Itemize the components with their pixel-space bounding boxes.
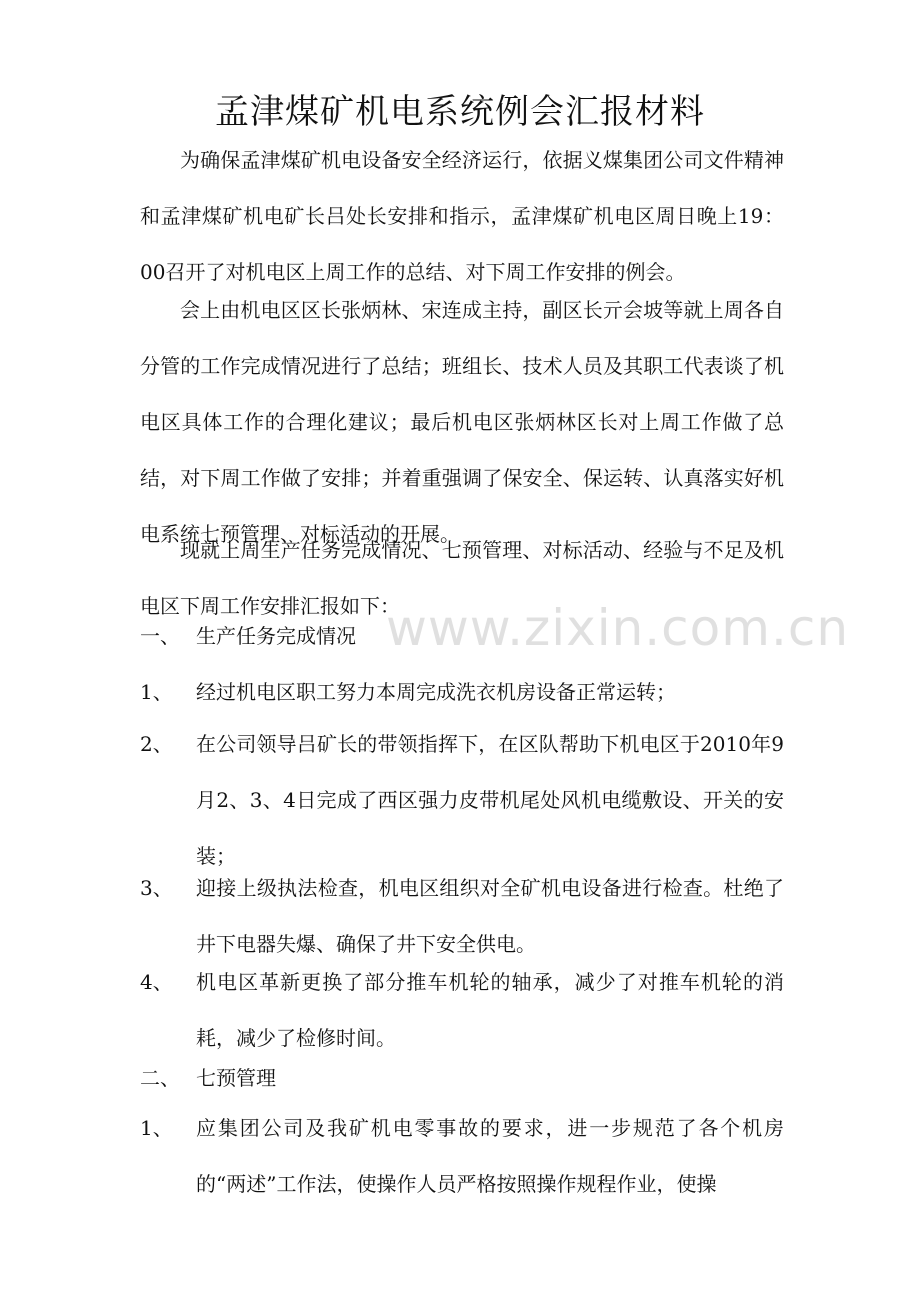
section-number: 二、 [140, 1066, 180, 1090]
section-heading: 生产任务完成情况 [196, 624, 356, 648]
list-item [140, 716, 784, 884]
watermark: www.zixin.com.cn [386, 599, 850, 657]
list-item-text: 迎接上级执法检查，机电区组织对全矿机电设备进行检查。杜绝了井下电器失爆、确保了井下安全供电。 [196, 876, 784, 956]
intro-paragraph: 为确保孟津煤矿机电设备安全经济运行，依据义煤集团公司文件精神和孟津煤矿机电矿长吕处长安排和指示，孟津煤矿机电区周日晚上19：00召开了对机电区上周工作的总结、对下周工作安排的例会。 [140, 148, 784, 284]
list-item [140, 664, 784, 720]
list-item-number: 1、 [140, 680, 173, 704]
list-item [140, 1100, 784, 1212]
list-item-text: 应集团公司及我矿机电零事故的要求，进一步规范了各个机房的“两述”工作法，使操作人员严格按照操作规程作业，使操 [196, 1116, 784, 1196]
summary-paragraph: 现就上周生产任务完成情况、七预管理、对标活动、经验与不足及机电区下周工作安排汇报如下： [140, 538, 784, 618]
section-number: 一、 [140, 624, 180, 648]
list-item-number: 4、 [140, 970, 173, 994]
list-item-number: 2、 [140, 732, 173, 756]
section-heading: 七预管理 [196, 1066, 276, 1090]
document-title: 孟津煤矿机电系统例会汇报材料 [215, 92, 705, 132]
section-heading-seven-prevention [140, 1050, 784, 1106]
meeting-paragraph: 会上由机电区区长张炳林、宋连成主持，副区长亓会坡等就上周各自分管的工作完成情况进行了总结；班组长、技术人员及其职工代表谈了机电区具体工作的合理化建议；最后机电区张炳林区长对上周工作做了总结，对下周工作做了安排；并着重强调了保安全、保运转、认真落实好机电系统七预管理、对标活动的开展。 [140, 298, 784, 546]
list-item-number: 3、 [140, 876, 173, 900]
list-item-text: 机电区革新更换了部分推车机轮的轴承，减少了对推车机轮的消耗，减少了检修时间。 [196, 970, 784, 1050]
list-item-number: 1、 [140, 1116, 173, 1140]
list-item-text: 在公司领导吕矿长的带领指挥下，在区队帮助下机电区于2010年9月2、3、4日完成了西区强力皮带机尾处风机电缆敷设、开关的安装； [196, 732, 784, 868]
list-item-text: 经过机电区职工努力本周完成洗衣机房设备正常运转； [196, 680, 676, 704]
section-heading-production [140, 608, 784, 664]
